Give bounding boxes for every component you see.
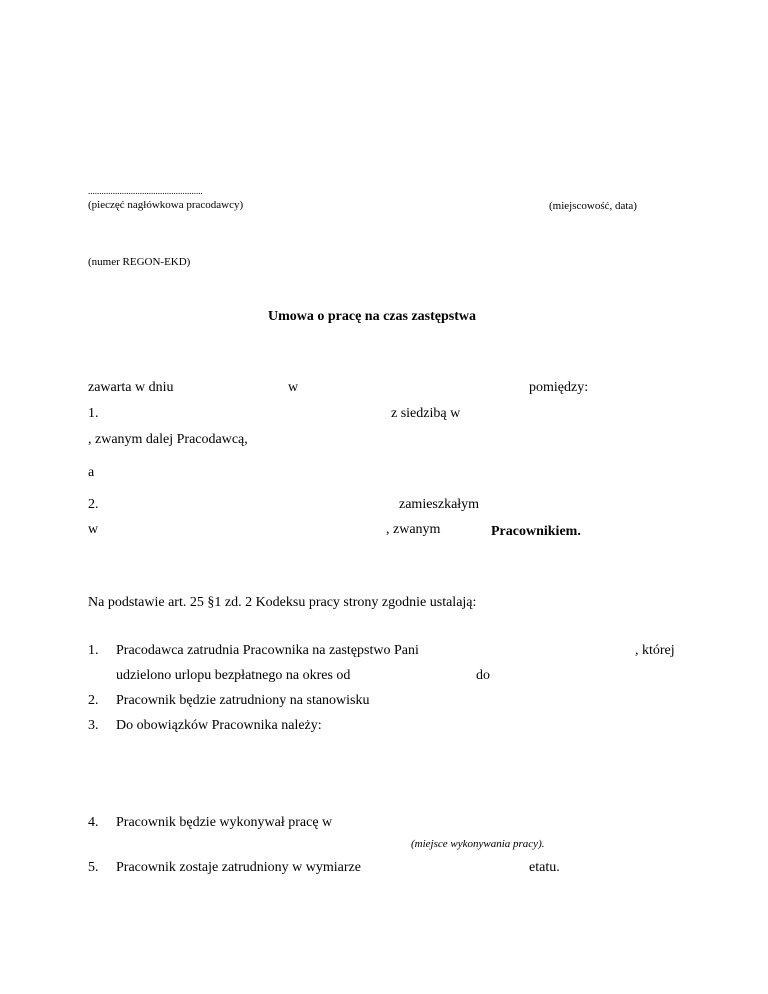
clause-4-number: 4. — [88, 815, 99, 830]
between-label: pomiędzy: — [529, 380, 589, 395]
clause-4-text: Pracownik będzie wykonywał pracę w — [116, 815, 333, 830]
and-label: a — [88, 465, 95, 480]
party-1-seat-label: z siedzibą w — [391, 406, 461, 421]
clause-5-unit: etatu. — [529, 860, 560, 875]
clause-3-number: 3. — [88, 718, 99, 733]
employee-term: Pracownikiem. — [491, 524, 581, 539]
clause-3-text: Do obowiązków Pracownika należy: — [116, 718, 322, 733]
clause-4-note: (miejsce wykonywania pracy). — [411, 838, 545, 850]
clause-1-number: 1. — [88, 643, 99, 658]
stamp-dots: ................................................... — [88, 186, 203, 196]
party-2-number: 2. — [88, 497, 99, 512]
clause-2-text: Pracownik będzie zatrudniony na stanowisku — [116, 693, 370, 708]
document-title: Umowa o pracę na czas zastępstwa — [268, 309, 477, 324]
party-2-residing-label: zamieszkałym — [399, 497, 480, 512]
party-1-number: 1. — [88, 406, 99, 421]
clause-1-text: Pracodawca zatrudnia Pracownika na zastępstwo Pani — [116, 643, 419, 658]
clause-2-number: 2. — [88, 693, 99, 708]
party-1-called — [88, 432, 248, 448]
stamp-label: (pieczęć nagłówkowa pracodawcy) — [88, 199, 244, 211]
clause-1-line-2: udzielono urlopu bezpłatnego na okres od — [116, 668, 351, 683]
clause-5-text: Pracownik zostaje zatrudniony w wymiarze — [116, 860, 361, 875]
clause-1-which: , której — [635, 643, 675, 658]
clause-5-number: 5. — [88, 860, 99, 875]
place-date-label: (miejscowość, data) — [549, 200, 637, 212]
regon-label: (numer REGON-EKD) — [88, 256, 191, 268]
clause-1-to: do — [476, 668, 490, 683]
concluded-in-label: w — [288, 380, 299, 395]
concluded-on-label: zawarta w dniu — [88, 380, 174, 395]
party-2-in-label: w — [88, 522, 99, 537]
party-2-called-prefix: , zwanym — [386, 522, 441, 537]
employer-term: Pracodawcą, — [176, 432, 248, 447]
party-1-called-prefix: , zwanym dalej — [88, 432, 174, 447]
legal-basis: Na podstawie art. 25 §1 zd. 2 Kodeksu pracy strony zgodnie ustalają: — [88, 595, 477, 610]
